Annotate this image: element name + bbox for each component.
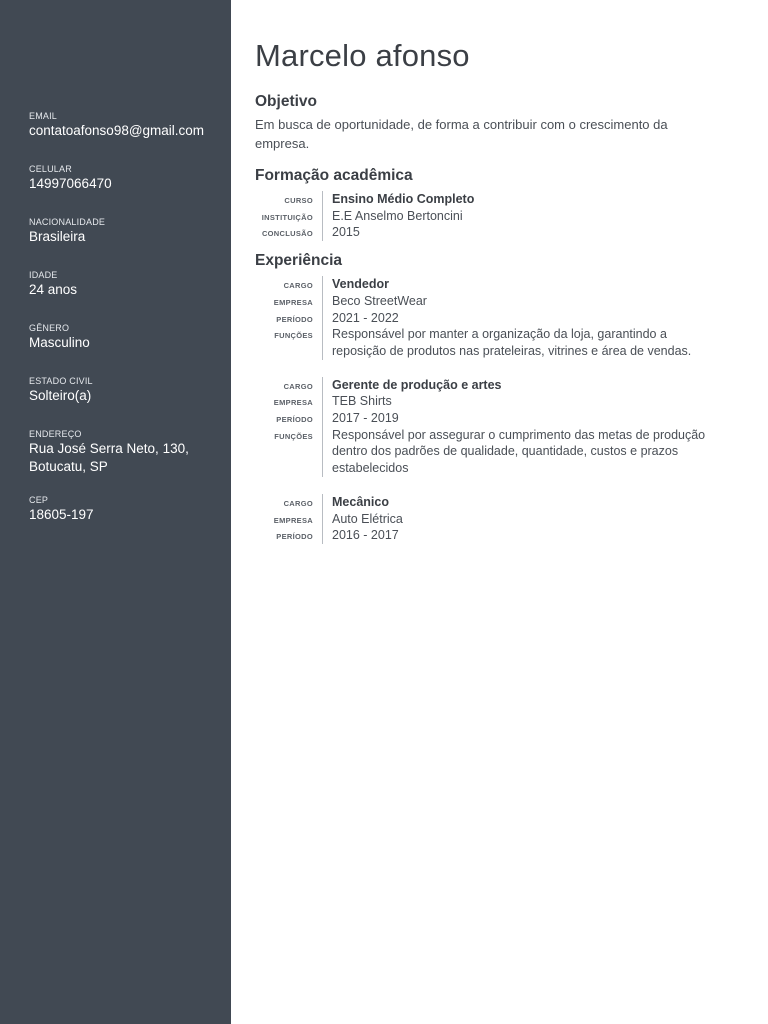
field-value: Rua José Serra Neto, 130, Botucatu, SP [29, 441, 189, 474]
contact-phone [29, 163, 213, 198]
experience-row-company [255, 293, 725, 310]
main-content [255, 0, 725, 558]
row-label: CURSO [284, 196, 313, 205]
job-role: Gerente de produção e artes [322, 377, 717, 394]
experience-row-role [255, 377, 725, 394]
contact-age [29, 269, 213, 304]
job-role: Vendedor [322, 276, 717, 293]
experience-row-period [255, 527, 725, 544]
education-row-institution [255, 208, 725, 225]
experience-entry [255, 494, 725, 544]
education-completion: 2015 [322, 224, 717, 241]
row-label: INSTITUIÇÃO [261, 212, 313, 222]
education-title: Formação acadêmica [255, 167, 413, 184]
row-label: CONCLUSÃO [261, 229, 313, 239]
objective-text: Em busca de oportunidade, de forma a contribuir com o crescimento da empresa. [255, 117, 668, 151]
experience-row-period [255, 410, 725, 427]
row-label: EMPRESA [273, 398, 313, 408]
job-period: 2017 - 2019 [322, 410, 717, 427]
job-duties: Responsável por assegurar o cumprimento das metas de produção dentro dos padrões de qualidade, quantidade, custos e prazos estabelecidos [322, 427, 717, 477]
field-label: ESTADO CIVIL [29, 376, 93, 386]
experience-row-duties [255, 427, 725, 477]
experience-row-role [255, 276, 725, 293]
row-label: FUNÇÕES [274, 331, 313, 341]
job-period: 2016 - 2017 [322, 527, 717, 544]
job-company: Auto Elétrica [322, 511, 717, 528]
field-label: GÊNERO [29, 323, 70, 333]
education-row-completion [255, 224, 725, 241]
row-label: CARGO [283, 381, 313, 391]
experience-row-company [255, 393, 725, 410]
objective-title: Objetivo [255, 93, 318, 110]
job-role: Mecânico [322, 494, 717, 511]
job-company: TEB Shirts [322, 393, 717, 410]
contact-email [29, 110, 213, 145]
education-row-course [255, 191, 725, 208]
job-period: 2021 - 2022 [322, 310, 717, 327]
sidebar [0, 0, 231, 1024]
contact-address [29, 428, 213, 476]
row-label: EMPRESA [273, 515, 313, 525]
field-value: 14997066470 [29, 176, 112, 191]
candidate-name: Marcelo afonso [255, 38, 470, 73]
job-company: Beco StreetWear [322, 293, 717, 310]
experience-title: Experiência [255, 252, 343, 270]
row-label: PERÍODO [276, 532, 313, 542]
field-label: NACIONALIDADE [29, 217, 106, 227]
job-duties: Responsável por manter a organização da loja, garantindo a reposição de produtos nas prateleiras, vitrines e área de vendas. [322, 326, 717, 359]
contact-marital-status [29, 375, 213, 410]
field-value: Brasileira [29, 229, 86, 244]
experience-row-role [255, 494, 725, 511]
field-label: IDADE [29, 270, 58, 280]
field-value: contatoafonso98@gmail.com [29, 123, 205, 138]
experience-entry [255, 377, 725, 477]
field-value: Masculino [29, 335, 90, 350]
contact-zip [29, 494, 213, 529]
contact-gender [29, 322, 213, 357]
field-value: 24 anos [29, 282, 78, 297]
row-label: CARGO [283, 498, 313, 508]
row-label: FUNÇÕES [274, 431, 313, 441]
education-course: Ensino Médio Completo [322, 191, 717, 208]
contact-nationality [29, 216, 213, 251]
field-label: EMAIL [29, 111, 58, 121]
experience-row-period [255, 310, 725, 327]
experience-list [255, 276, 725, 544]
experience-row-company [255, 511, 725, 528]
field-value: Solteiro(a) [29, 388, 92, 403]
row-label: EMPRESA [273, 297, 313, 307]
education-entry [255, 191, 725, 241]
row-label: CARGO [283, 281, 313, 291]
row-label: PERÍODO [276, 415, 313, 425]
field-label: CELULAR [29, 164, 72, 174]
field-label: ENDEREÇO [29, 429, 82, 439]
field-value: 18605-197 [29, 507, 94, 522]
experience-entry [255, 276, 725, 360]
field-label: CEP [29, 495, 49, 505]
experience-row-duties [255, 326, 725, 359]
education-institution: E.E Anselmo Bertoncini [322, 208, 717, 225]
row-label: PERÍODO [276, 314, 313, 324]
